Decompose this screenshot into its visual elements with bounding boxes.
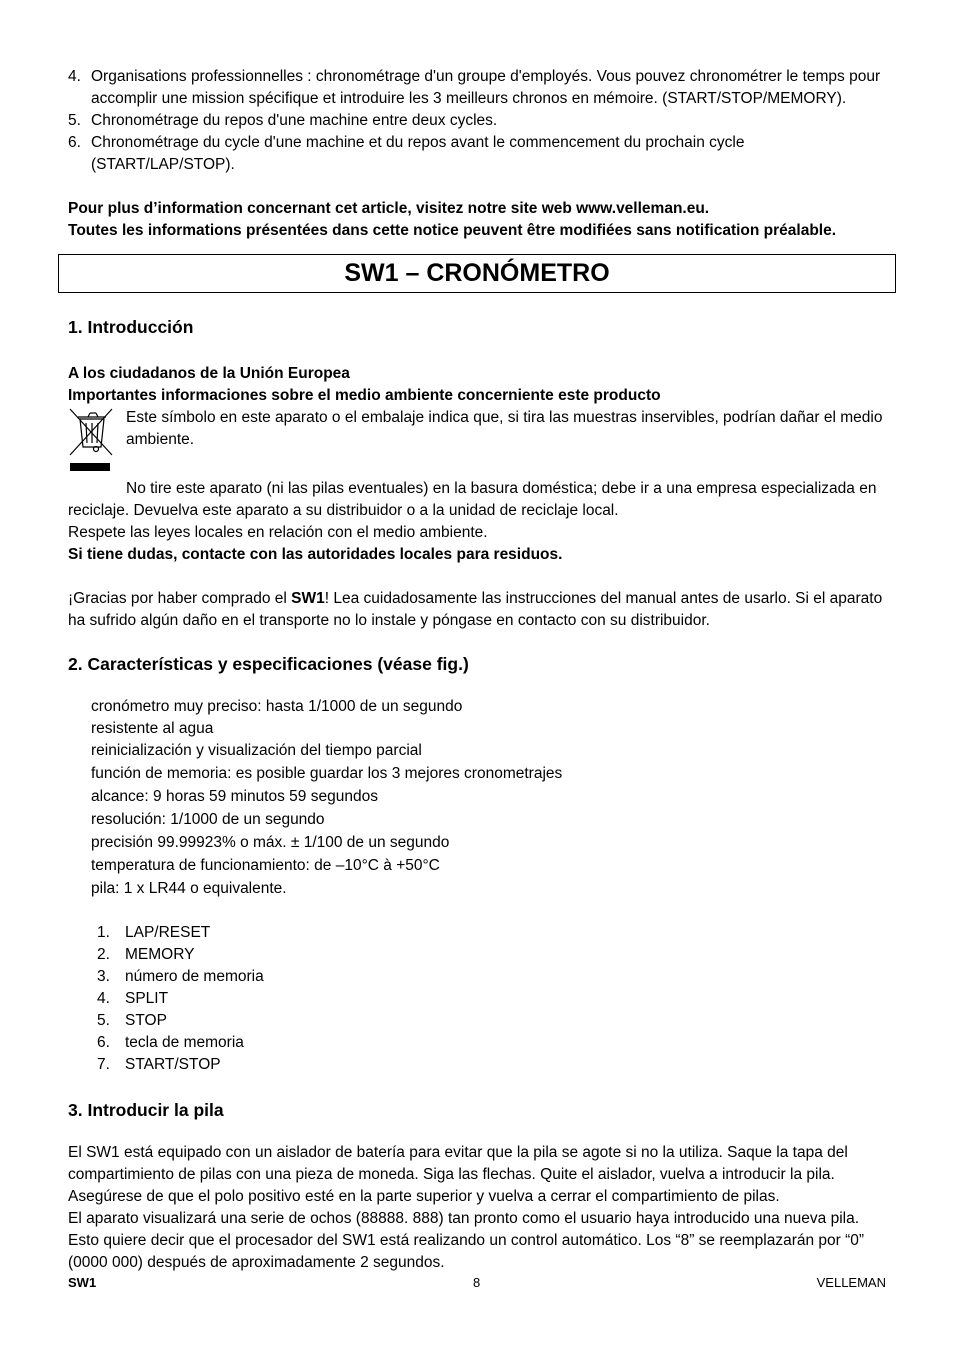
footer-brand: VELLEMAN	[816, 1275, 886, 1290]
spec-list	[68, 696, 890, 900]
spec-item: precisión 99.99923% o máx. ± 1/100 de un segundo	[91, 834, 450, 851]
part-item: 6. tecla de memoria	[97, 1034, 244, 1051]
weee-notice	[68, 407, 890, 478]
list-item: 5. Chronométrage du repos d'une machine entre deux cycles.	[68, 112, 498, 129]
spec-item: función de memoria: es posible guardar los 3 mejores cronometrajes	[91, 765, 563, 782]
weee-text-disposal: No tire este aparato (ni las pilas eventuales) en la basura doméstica; debe ir a una empresa especializada en reciclaje. Devuelva este aparato a su distribuidor o a la unidad de reciclaje local.	[68, 480, 877, 519]
parts-list	[68, 922, 890, 1076]
eu-heading: A los ciudadanos de la Unión Europea	[68, 365, 350, 382]
part-item: 5. STOP	[97, 1012, 167, 1029]
spec-item: pila: 1 x LR44 o equivalente.	[91, 880, 287, 897]
part-item: 3. número de memoria	[97, 968, 264, 985]
contact-authorities: Si tiene dudas, contacte con las autoridades locales para residuos.	[68, 546, 563, 563]
page-content	[68, 66, 890, 1274]
part-item: 4. SPLIT	[97, 990, 169, 1007]
part-item: 2. MEMORY	[97, 946, 195, 963]
spec-item: alcance: 9 horas 59 minutos 59 segundos	[91, 788, 378, 805]
respect-laws: Respete las leyes locales en relación con el medio ambiente.	[68, 524, 488, 541]
list-item-text: Organisations professionnelles : chronométrage d'un groupe d'employés. Vous pouvez chronométrer le temps pour accomplir une mission spécifique et introduire les 3 meilleurs chronos en mémoire. (START/STOP/MEMORY).	[91, 68, 881, 107]
section-heading-battery: 3. Introducir la pila	[68, 1100, 224, 1120]
page-title: SW1 – CRONÓMETRO	[58, 254, 896, 293]
spec-item: temperatura de funcionamiento: de –10°C à +50°C	[91, 857, 440, 874]
weee-bin-icon	[68, 407, 126, 478]
battery-paragraph-2: El aparato visualizará una serie de ochos (88888. 888) tan pronto como el usuario haya introducido una nueva pila. Esto quiere decir que el procesador del SW1 está realizando un control automático. Los “8” se reemplazarán por “0” (0000 000) después de aproximadamente 2 segundos.	[68, 1210, 865, 1271]
footer-page-number: 8	[473, 1275, 481, 1290]
list-item: 6. Chronométrage du cycle d'une machine et du repos avant le commencement du prochain cycle (START/LAP/STOP).	[68, 134, 745, 173]
fr-notice-changes: Toutes les informations présentées dans cette notice peuvent être modifiées sans notification préalable.	[68, 222, 837, 239]
spec-item: cronómetro muy preciso: hasta 1/1000 de un segundo	[91, 698, 463, 715]
list-item-text: Chronométrage du cycle d'une machine et du repos avant le commencement du prochain cycle (START/LAP/STOP).	[91, 134, 745, 173]
list-item-text: Chronométrage du repos d'une machine entre deux cycles.	[91, 112, 498, 129]
model-name: SW1	[291, 590, 325, 607]
list-item: 4. Organisations professionnelles : chronométrage d'un groupe d'employés. Vous pouvez chronométrer le temps pour accomplir une mission spécifique et introduire les 3 meilleurs chronos en mémoire. (START/STOP/MEMORY).	[68, 68, 881, 107]
weee-text-symbol: Este símbolo en este aparato o el embalaje indica que, si tira las muestras inservibles, podrían dañar el medio ambiente.	[126, 409, 883, 448]
env-heading: Importantes informaciones sobre el medio ambiente concerniente este producto	[68, 387, 661, 404]
footer-model: SW1	[68, 1275, 97, 1290]
part-item: 1. LAP/RESET	[97, 924, 211, 941]
part-item: 7. START/STOP	[97, 1056, 221, 1073]
section-heading-specifications: 2. Características y especificaciones (véase fig.)	[68, 654, 469, 674]
thanks-paragraph: ¡Gracias por haber comprado el SW1! Lea cuidadosamente las instrucciones del manual antes de usarlo. Si el aparato ha sufrido algún daño en el transporte no lo instale y póngase en contacto con su distribuidor.	[68, 590, 883, 629]
intro-list	[68, 66, 890, 176]
spec-item: reinicialización y visualización del tiempo parcial	[91, 742, 422, 759]
fr-notice-website: Pour plus d’information concernant cet article, visitez notre site web www.velleman.eu.	[68, 200, 710, 217]
spec-item: resolución: 1/1000 de un segundo	[91, 811, 325, 828]
section-heading-introduction: 1. Introducción	[68, 317, 194, 337]
battery-paragraph-1: El SW1 está equipado con un aislador de batería para evitar que la pila se agote si no la utiliza. Saque la tapa del compartimiento de pilas con una pieza de moneda. Siga las flechas. Quite el aislador, vuelva a introducir la pila. Asegúrese de que el polo positivo esté en la parte superior y vuelva a cerrar el compartimiento de pilas.	[68, 1144, 848, 1205]
spec-item: resistente al agua	[91, 720, 214, 737]
